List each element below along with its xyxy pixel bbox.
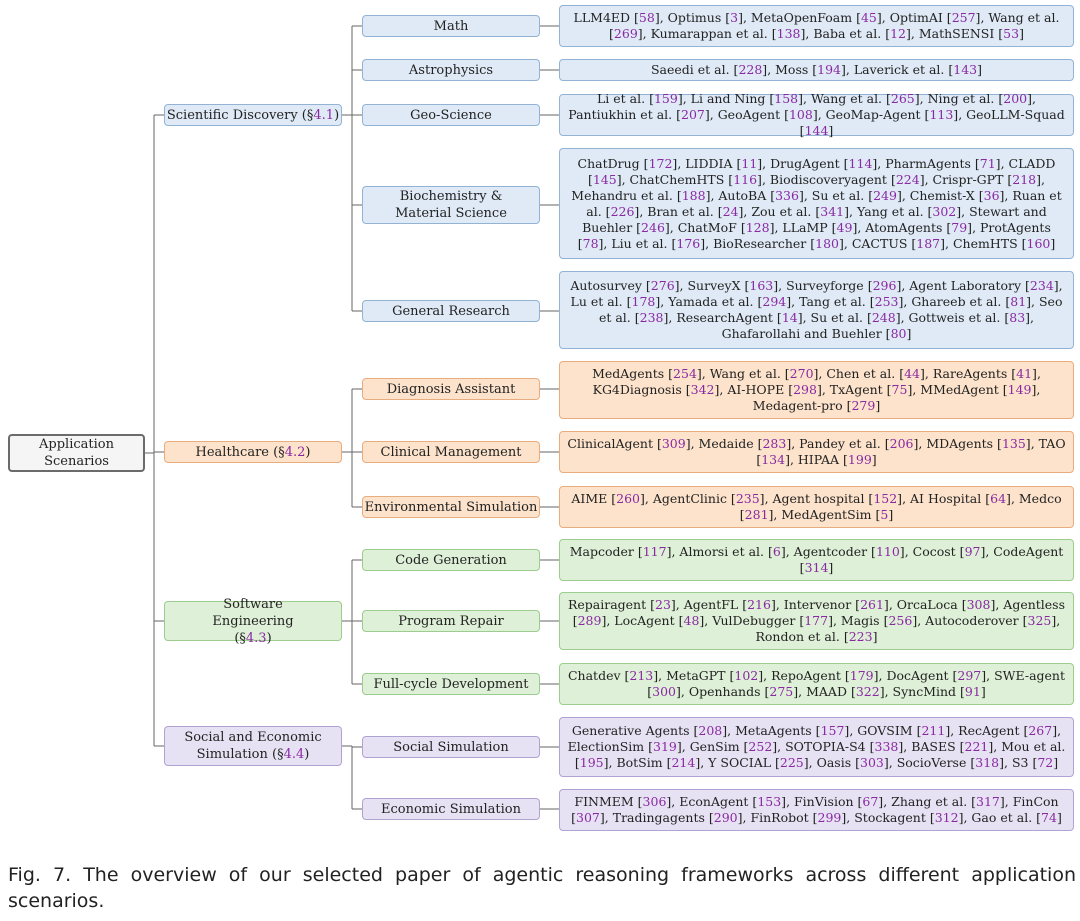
citation-number: 308 xyxy=(966,597,991,612)
leaf-papers xyxy=(559,271,1074,349)
citation-number: 128 xyxy=(745,219,770,235)
citation-number: 314 xyxy=(804,560,829,575)
citation-number: 180 xyxy=(815,235,839,251)
citation-number: 80 xyxy=(890,326,907,341)
citation-number: 138 xyxy=(776,26,801,41)
citation-number: 223 xyxy=(848,629,873,644)
citation-number: 145 xyxy=(592,171,617,187)
citation-number: 289 xyxy=(577,613,602,628)
citation-number: 102 xyxy=(734,668,759,683)
citation-number: 298 xyxy=(793,382,817,397)
citation-number: 297 xyxy=(957,668,982,683)
citation-number: 172 xyxy=(648,155,673,171)
citation-number: 149 xyxy=(1007,382,1032,397)
paper-list: MedAgents [254], Wang et al. [270], Chen et al. [44], RareAgents [41], KG4Diagnosis [342], AI-HOPE [298], TxAgent [75], MMedAgent [149], Medagent-pro [279] xyxy=(592,366,1041,413)
paper-list: Saeedi et al. [228], Moss [194], Laverick et al. [143] xyxy=(650,62,983,77)
category-label: Scientific Discovery (§ xyxy=(166,107,314,123)
citation-number: 5 xyxy=(880,507,889,522)
citation-number: 213 xyxy=(629,668,654,683)
paper-list: AIME [260], AgentClinic [235], Agent hospital [152], AI Hospital [64], Medco [281], MedAgentSim [5] xyxy=(571,491,1062,522)
citation-number: 176 xyxy=(676,235,701,251)
citation-number: 342 xyxy=(690,382,715,397)
citation-number: 45 xyxy=(860,10,877,25)
citation-number: 279 xyxy=(851,398,876,413)
subcategory-clinical-management xyxy=(362,441,540,463)
subcategory-social-simulation xyxy=(362,736,540,758)
citation-number: 317 xyxy=(976,794,1000,809)
citation-number: 319 xyxy=(653,739,677,754)
citation-number: 75 xyxy=(891,382,908,397)
paper-list: Mapcoder [117], Almorsi et al. [6], Agentcoder [110], Cocost [97], CodeAgent [314] xyxy=(569,544,1064,575)
subcategory-label: Economic Simulation xyxy=(381,801,521,817)
citation-number: 299 xyxy=(817,810,842,825)
citation-number: 207 xyxy=(681,107,705,122)
citation-number: 144 xyxy=(804,123,829,138)
citation-number: 178 xyxy=(631,294,656,309)
citation-number: 322 xyxy=(855,684,880,699)
citation-number: 270 xyxy=(789,366,814,381)
citation-number: 3 xyxy=(730,10,739,25)
subcategory-label: Full-cycle Development xyxy=(373,676,529,692)
subcategory-label: General Research xyxy=(392,303,510,319)
citation-number: 134 xyxy=(761,452,786,467)
citation-number: 179 xyxy=(849,668,874,683)
subcategory-astrophysics xyxy=(362,59,540,81)
citation-number: 294 xyxy=(762,294,787,309)
section-ref: 4.1 xyxy=(313,107,335,123)
category-software-engineering xyxy=(164,596,342,646)
citation-number: 23 xyxy=(655,597,671,612)
citation-number: 225 xyxy=(779,755,804,770)
citation-number: 249 xyxy=(873,187,897,203)
citation-number: 228 xyxy=(738,62,763,77)
leaf-papers xyxy=(559,486,1074,528)
subcategory-math xyxy=(362,15,540,37)
citation-number: 265 xyxy=(890,91,915,106)
section-ref: 4.2 xyxy=(284,444,306,460)
citation-number: 341 xyxy=(820,203,845,219)
subcategory-general-research xyxy=(362,300,540,322)
subcategory-label: Code Generation xyxy=(395,552,507,568)
citation-number: 44 xyxy=(904,366,920,381)
citation-number: 226 xyxy=(610,203,635,219)
section-ref: 4.4 xyxy=(283,747,305,762)
paper-list: LLM4ED [58], Optimus [3], MetaOpenFoam [45], OptimAI [257], Wang et al. [269], Kumarappan et al. [138], Baba et al. [12], MathSENSI [53] xyxy=(573,10,1060,41)
subcategory-full-cycle-development xyxy=(362,673,540,695)
citation-number: 64 xyxy=(990,491,1007,506)
citation-number: 208 xyxy=(698,723,723,738)
citation-number: 260 xyxy=(616,491,640,506)
category-label-end: ) xyxy=(304,747,310,762)
citation-number: 91 xyxy=(964,684,981,699)
citation-number: 153 xyxy=(757,794,782,809)
citation-number: 78 xyxy=(582,235,599,251)
citation-number: 257 xyxy=(951,10,976,25)
subcategory-environmental-simulation xyxy=(362,496,540,518)
citation-number: 256 xyxy=(888,613,913,628)
category-label-end: ) xyxy=(266,630,272,646)
category-social-economic-simulation xyxy=(164,726,342,766)
citation-number: 6 xyxy=(772,544,781,559)
citation-number: 296 xyxy=(872,278,897,293)
category-label-end: ) xyxy=(305,444,311,460)
paper-list: Chatdev [213], MetaGPT [102], RepoAgent [179], DocAgent [297], SWE-agent [300], Openhands [275], MAAD [322], SyncMind [91] xyxy=(567,668,1066,699)
subcategory-diagnosis-assistant xyxy=(362,378,540,400)
citation-number: 152 xyxy=(873,491,898,506)
category-label: Social and Economic Simulation (§ xyxy=(184,730,322,762)
subcategory-label: Biochemistry & Material Science xyxy=(395,189,507,221)
citation-number: 218 xyxy=(1012,171,1037,187)
paper-list: ChatDrug [172], LIDDIA [11], DrugAgent [114], PharmAgents [71], CLADD [145], ChatChemHTS [116], Biodiscoveryagent [224], Crispr-GPT [218], Mehandru et al. [188], AutoBA [336], Su et al. [249], Chemist-X [36], Ruan et al. [226], Bran et al. [24], Zou et al. [341], Yang et al. [302], Stewart and Buehler [246], ChatMoF [128], LLaMP [49], AtomAgents [79], ProtAgents [78], Liu et al. [176], BioResearcher [180], CACTUS [187], ChemHTS [160] xyxy=(571,155,1062,251)
citation-number: 221 xyxy=(964,739,989,754)
citation-number: 281 xyxy=(744,507,769,522)
root-label: Application Scenarios xyxy=(39,437,114,469)
citation-number: 235 xyxy=(735,491,760,506)
citation-number: 97 xyxy=(964,544,981,559)
citation-number: 214 xyxy=(671,755,696,770)
citation-number: 74 xyxy=(1041,810,1057,825)
subcategory-label: Diagnosis Assistant xyxy=(386,381,516,397)
leaf-papers xyxy=(559,663,1074,705)
citation-number: 187 xyxy=(916,235,941,251)
citation-number: 177 xyxy=(804,613,829,628)
leaf-papers xyxy=(559,59,1074,81)
citation-number: 261 xyxy=(860,597,884,612)
citation-number: 318 xyxy=(975,755,1000,770)
category-healthcare xyxy=(164,441,342,463)
citation-number: 81 xyxy=(1010,294,1027,309)
subcategory-biochemistry-material-science xyxy=(362,186,540,224)
paper-list: Repairagent [23], AgentFL [216], Intervenor [261], OrcaLoca [308], Agentless [289], LocAgent [48], VulDebugger [177], Magis [256], Autocoderover [325], Rondon et al. [223] xyxy=(567,597,1066,644)
citation-number: 67 xyxy=(862,794,879,809)
category-label: Healthcare (§ xyxy=(195,444,285,460)
citation-number: 41 xyxy=(1016,366,1033,381)
subcategory-label: Math xyxy=(433,18,469,34)
citation-number: 275 xyxy=(769,684,794,699)
citation-number: 116 xyxy=(733,171,758,187)
subcategory-label: Astrophysics xyxy=(408,62,494,78)
figure-caption: Fig. 7. The overview of our selected paper of agentic reasoning frameworks across different application scenarios. xyxy=(8,864,1076,912)
citation-number: 160 xyxy=(1026,235,1051,251)
citation-number: 300 xyxy=(652,684,677,699)
citation-number: 269 xyxy=(613,26,638,41)
citation-number: 306 xyxy=(642,794,667,809)
citation-number: 234 xyxy=(1029,278,1054,293)
citation-number: 307 xyxy=(576,810,600,825)
category-label: Software Engineering (§ xyxy=(212,596,294,646)
citation-number: 246 xyxy=(641,219,665,235)
citation-number: 248 xyxy=(871,310,896,325)
citation-number: 143 xyxy=(953,62,978,77)
citation-number: 12 xyxy=(890,26,906,41)
citation-number: 338 xyxy=(874,739,899,754)
leaf-papers xyxy=(559,431,1074,473)
subcategory-program-repair xyxy=(362,610,540,632)
citation-number: 36 xyxy=(983,187,1000,203)
citation-number: 200 xyxy=(1003,91,1028,106)
citation-number: 79 xyxy=(951,219,968,235)
citation-number: 24 xyxy=(722,203,739,219)
citation-number: 11 xyxy=(741,155,758,171)
citation-number: 276 xyxy=(650,278,675,293)
citation-number: 114 xyxy=(848,155,873,171)
citation-number: 158 xyxy=(774,91,799,106)
root-node xyxy=(8,434,145,472)
paper-list: Li et al. [159], Li and Ning [158], Wang et al. [265], Ning et al. [200], Pantiukhin et al. [207], GeoAgent [108], GeoMap-Agent [113], GeoLLM-Squad [144] xyxy=(568,91,1065,138)
citation-number: 325 xyxy=(1027,613,1052,628)
section-ref: 4.3 xyxy=(245,630,267,646)
citation-number: 290 xyxy=(713,810,738,825)
citation-number: 199 xyxy=(847,452,872,467)
paper-list: ClinicalAgent [309], Medaide [283], Pandey et al. [206], MDAgents [135], TAO [134], HIPAA [199] xyxy=(567,436,1066,467)
citation-number: 113 xyxy=(929,107,954,122)
leaf-papers xyxy=(559,592,1074,650)
citation-number: 157 xyxy=(820,723,845,738)
citation-number: 254 xyxy=(673,366,697,381)
citation-number: 48 xyxy=(683,613,700,628)
citation-number: 252 xyxy=(748,739,773,754)
paper-list: FINMEM [306], EconAgent [153], FinVision [67], Zhang et al. [317], FinCon [307], Tradingagents [290], FinRobot [299], Stockagent [312], Gao et al. [74] xyxy=(571,794,1062,825)
citation-number: 238 xyxy=(639,310,664,325)
leaf-papers xyxy=(559,361,1074,419)
leaf-papers xyxy=(559,789,1074,831)
paper-list: Autosurvey [276], SurveyX [163], Surveyforge [296], Agent Laboratory [234], Lu et al. [178], Yamada et al. [294], Tang et al. [253], Ghareeb et al. [81], Seo et al. [238], ResearchAgent [14], Su et al. [248], Gottweis et al. [83], Ghafarollahi and Buehler [80] xyxy=(570,278,1063,341)
subcategory-label: Social Simulation xyxy=(393,739,509,755)
subcategory-economic-simulation xyxy=(362,798,540,820)
citation-number: 110 xyxy=(875,544,900,559)
leaf-papers xyxy=(559,5,1074,47)
citation-number: 312 xyxy=(934,810,959,825)
subcategory-code-generation xyxy=(362,549,540,571)
citation-number: 216 xyxy=(747,597,771,612)
subcategory-label: Program Repair xyxy=(398,613,504,629)
subcategory-label: Geo-Science xyxy=(410,107,492,123)
citation-number: 224 xyxy=(895,171,920,187)
citation-number: 267 xyxy=(1028,723,1053,738)
leaf-papers xyxy=(559,539,1074,581)
leaf-papers xyxy=(559,91,1074,138)
citation-number: 135 xyxy=(1001,436,1026,451)
citation-number: 108 xyxy=(788,107,813,122)
citation-number: 188 xyxy=(681,187,706,203)
citation-number: 303 xyxy=(860,755,884,770)
citation-number: 206 xyxy=(889,436,914,451)
citation-number: 302 xyxy=(932,203,957,219)
citation-number: 309 xyxy=(661,436,686,451)
citation-number: 53 xyxy=(1003,26,1020,41)
paper-list: Generative Agents [208], MetaAgents [157], GOVSIM [211], RecAgent [267], ElectionSim [319], GenSim [252], SOTOPIA-S4 [338], BASES [221], Mou et al. [195], BotSim [214], Y SOCIAL [225], Oasis [303], SocioVerse [318], S3 [72] xyxy=(567,723,1066,770)
citation-number: 83 xyxy=(1009,310,1026,325)
citation-number: 194 xyxy=(817,62,842,77)
citation-number: 117 xyxy=(642,544,667,559)
leaf-papers xyxy=(559,148,1074,259)
citation-number: 49 xyxy=(836,219,853,235)
leaf-papers xyxy=(559,717,1074,777)
citation-number: 283 xyxy=(762,436,787,451)
citation-number: 211 xyxy=(921,723,946,738)
citation-number: 195 xyxy=(579,755,604,770)
citation-number: 159 xyxy=(653,91,678,106)
citation-number: 14 xyxy=(781,310,798,325)
subcategory-geo-science xyxy=(362,104,540,126)
citation-number: 336 xyxy=(775,187,799,203)
category-scientific-discovery xyxy=(164,104,342,126)
citation-number: 58 xyxy=(638,10,655,25)
subcategory-label: Environmental Simulation xyxy=(364,499,538,515)
subcategory-label: Clinical Management xyxy=(380,444,522,460)
category-label-end: ) xyxy=(334,107,340,123)
citation-number: 72 xyxy=(1037,755,1054,770)
citation-number: 163 xyxy=(749,278,774,293)
citation-number: 71 xyxy=(979,155,996,171)
citation-number: 253 xyxy=(874,294,899,309)
